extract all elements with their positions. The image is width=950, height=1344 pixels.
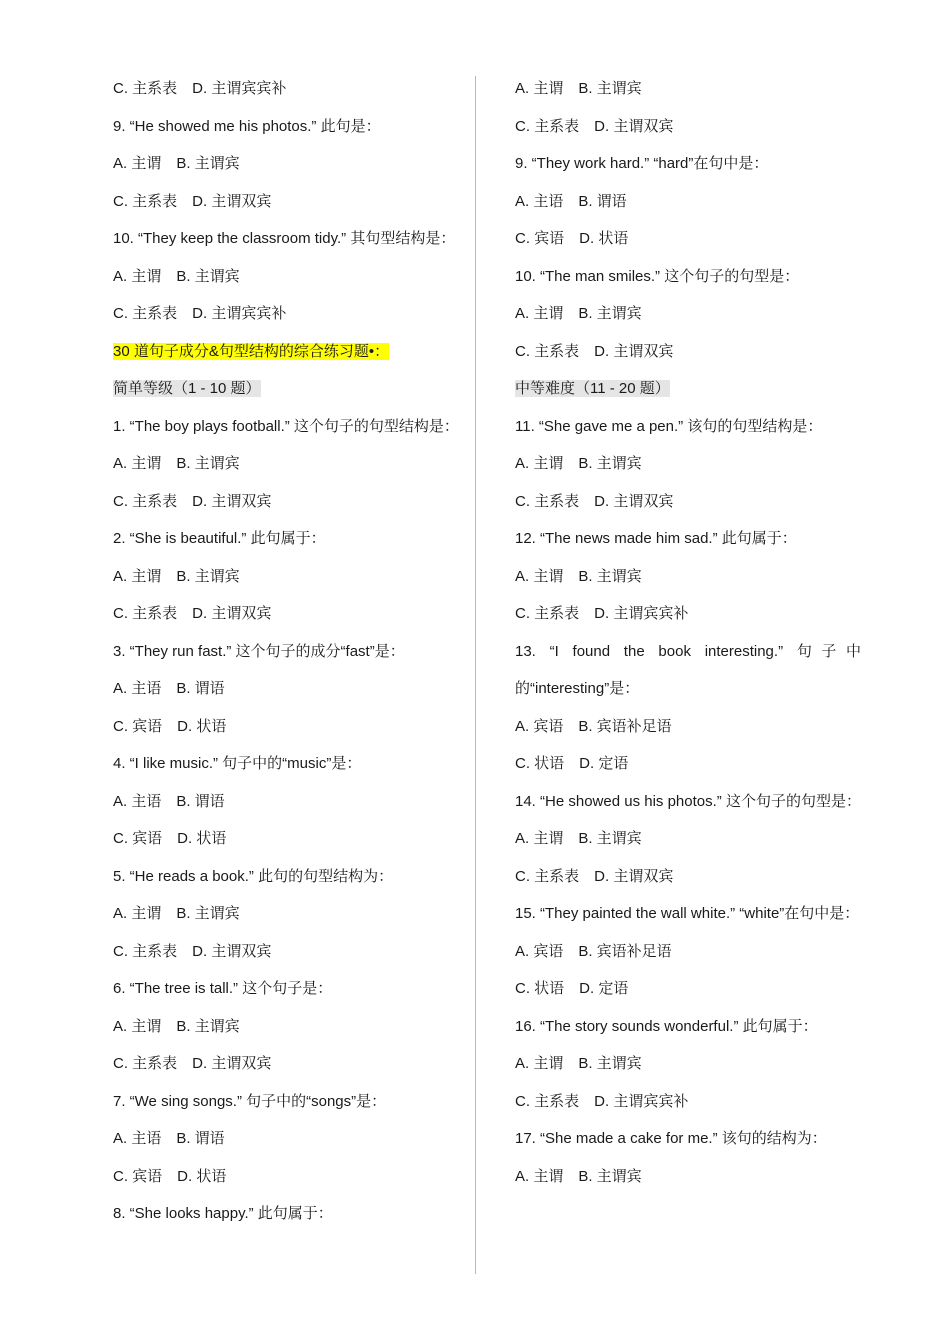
question-4: 4. “I like music.” 句子中的“music”是： (113, 755, 362, 772)
option-line: A. 主谓 B. 主谓宾 (515, 455, 642, 472)
difficulty-label (515, 370, 861, 408)
option-line: C. 主系表 D. 主谓双宾 (515, 117, 674, 135)
option-line: A. 宾语 B. 宾语补足语 (515, 717, 672, 735)
difficulty-label (113, 370, 465, 408)
option-line: A. 主谓 B. 主谓宾 (515, 1167, 642, 1185)
option-line: A. 主谓 B. 主谓宾 (515, 305, 642, 322)
option-line: C. 主系表 D. 主谓双宾 (113, 1055, 272, 1072)
question-16: 16. “The story sounds wonderful.” 此句属于： (515, 1017, 818, 1035)
question-10: 10. “The man smiles.” 这个句子的句型是： (515, 267, 800, 285)
option-line: A. 主谓 B. 主谓宾 (113, 267, 240, 285)
option-line: A. 主谓 B. 主谓宾 (515, 567, 642, 585)
option-line: A. 主谓 B. 主谓宾 (113, 567, 240, 585)
column-divider (475, 76, 476, 1274)
option-line: C. 宾语 D. 状语 (515, 230, 629, 247)
option-line: A. 主谓 B. 主谓宾 (113, 455, 240, 472)
option-line: C. 主系表 D. 主谓双宾 (113, 605, 272, 622)
question-8: 8. “She looks happy.” 此句属于： (113, 1205, 333, 1222)
option-line: A. 主谓 B. 主谓宾 (113, 1017, 240, 1035)
medium-level-label: 中等难度（11 - 20 题） (515, 380, 670, 397)
option-line: C. 主系表 D. 主谓宾宾补 (113, 80, 287, 97)
question-9: 9. “They work hard.” “hard”在句中是： (515, 155, 769, 172)
question-3: 3. “They run fast.” 这个句子的成分“fast”是： (113, 642, 405, 660)
option-line: C. 状语 D. 定语 (515, 755, 629, 772)
section-heading (113, 333, 465, 371)
option-line: A. 主谓 B. 主谓宾 (515, 1055, 642, 1072)
option-line: A. 主语 B. 谓语 (113, 792, 225, 810)
heading-highlight: 30 道句子成分&句型结构的综合练习题•： (113, 342, 390, 360)
option-line: A. 主语 B. 谓语 (113, 1130, 225, 1147)
question-11: 11. “She gave me a pen.” 该句的句型结构是： (515, 417, 823, 435)
option-line: C. 主系表 D. 主谓宾宾补 (515, 605, 689, 622)
question-5: 5. “He reads a book.” 此句的句型结构为： (113, 867, 394, 885)
option-line: C. 主系表 D. 主谓双宾 (113, 492, 272, 510)
option-line: C. 宾语 D. 状语 (113, 1167, 227, 1185)
option-line: C. 状语 D. 定语 (515, 980, 629, 997)
option-line: C. 主系表 D. 主谓双宾 (113, 942, 272, 960)
question-2: 2. “She is beautiful.” 此句属于： (113, 530, 326, 547)
left-column (113, 70, 465, 1233)
option-line: C. 主系表 D. 主谓宾宾补 (515, 1092, 689, 1110)
right-column (515, 70, 861, 1195)
question-10: 10. “They keep the classroom tidy.” 其句型结构是： (113, 230, 456, 247)
question-7: 7. “We sing songs.” 句子中的“songs”是： (113, 1092, 387, 1110)
question-13: 13. “I found the book interesting.” 句子中的“interesting”是： (515, 642, 861, 697)
option-line: A. 主谓 B. 主谓宾 (113, 905, 240, 922)
question-1: 1. “The boy plays football.” 这个句子的句型结构是： (113, 417, 459, 435)
easy-level-label: 简单等级（1 - 10 题） (113, 380, 261, 397)
option-line: C. 主系表 D. 主谓双宾 (515, 867, 674, 885)
option-line: C. 宾语 D. 状语 (113, 830, 227, 847)
question-6: 6. “The tree is tall.” 这个句子是： (113, 980, 333, 997)
option-line: C. 主系表 D. 主谓双宾 (515, 492, 674, 510)
question-14: 14. “He showed us his photos.” 这个句子的句型是： (515, 792, 861, 810)
option-line: C. 主系表 D. 主谓双宾 (515, 342, 674, 360)
option-line: A. 主谓 B. 主谓宾 (515, 830, 642, 847)
question-9: 9. “He showed me his photos.” 此句是： (113, 117, 381, 135)
option-line: A. 主谓 B. 主谓宾 (515, 80, 642, 97)
question-15: 15. “They painted the wall white.” “white”在句中是： (515, 905, 860, 922)
option-line: A. 主语 B. 谓语 (113, 680, 225, 697)
question-12: 12. “The news made him sad.” 此句属于： (515, 530, 797, 547)
option-line: C. 主系表 D. 主谓双宾 (113, 192, 272, 210)
question-17: 17. “She made a cake for me.” 该句的结构为： (515, 1130, 827, 1147)
option-line: A. 宾语 B. 宾语补足语 (515, 942, 672, 960)
option-line: A. 主语 B. 谓语 (515, 192, 627, 210)
option-line: C. 宾语 D. 状语 (113, 717, 227, 735)
option-line: C. 主系表 D. 主谓宾宾补 (113, 305, 287, 322)
option-line: A. 主谓 B. 主谓宾 (113, 155, 240, 172)
